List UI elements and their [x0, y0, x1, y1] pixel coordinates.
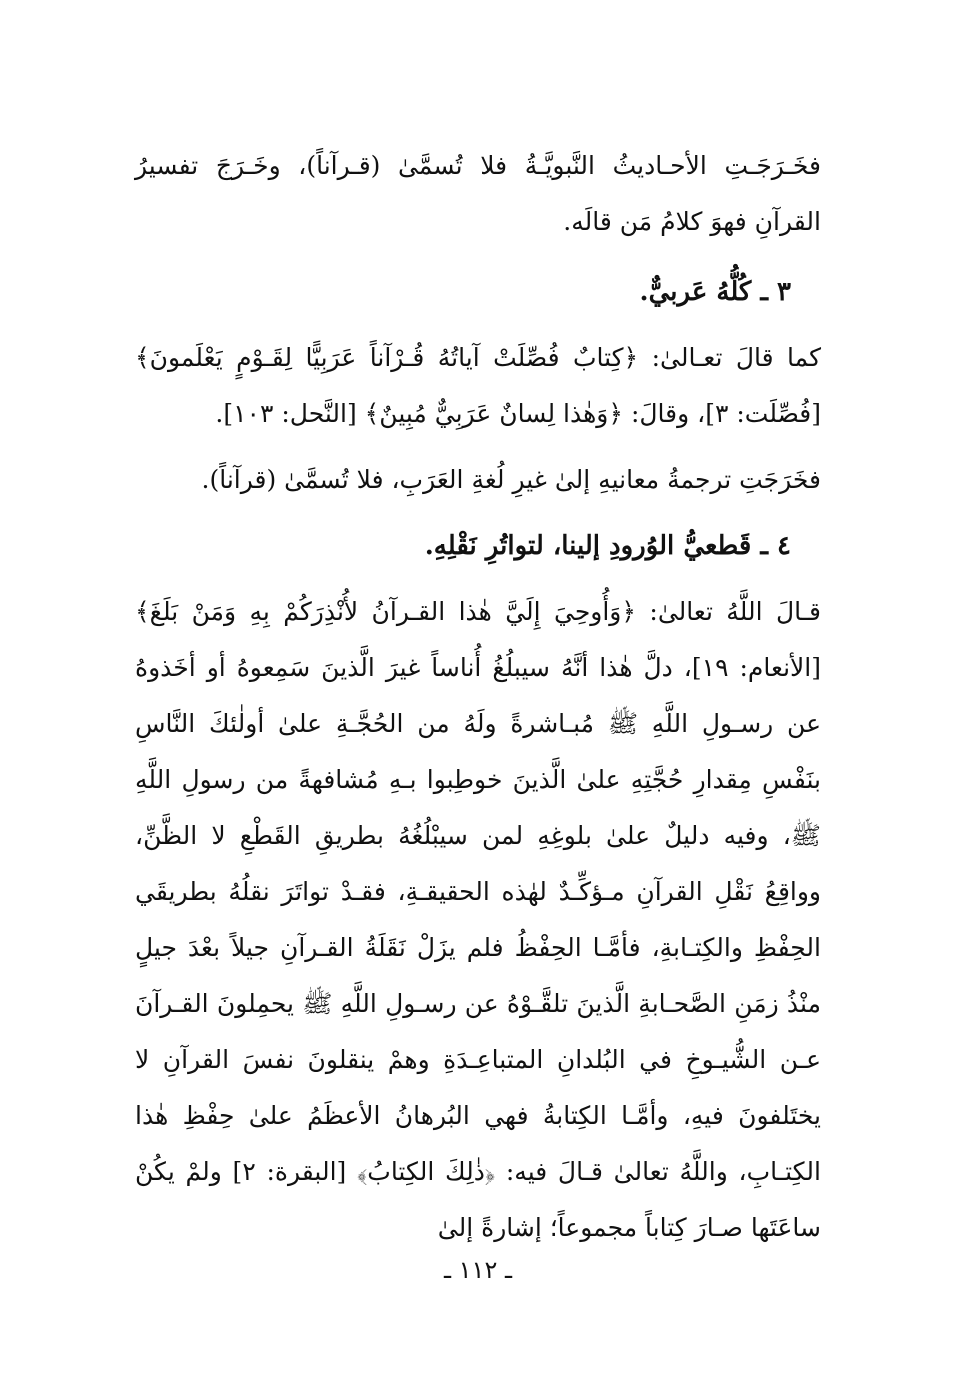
paragraph-excluded-hadith: فخَـرَجَـتِ الأحـاديثُ النَّبويَّـةُ فلا تُسمَّىٰ (قـرآناً)، وخَـرَجَ تفسيرُ القرآنِ فهوَ كلامُ مَن قالَه.: [135, 151, 821, 236]
paragraph-tawatur: قـالَ اللَّهُ تعالىٰ: ﴿وَأُوحِيَ إِلَيَّ هٰذا القـرآنُ لأُنْذِرَكُمْ بِهِ وَمَنْ بَلَغَ﴾ [الأنعام: ١٩]، دلَّ هٰذا أنَّهُ سيبلُغُ أُناساً غيرَ الَّذينَ سَمِعوهُ أو أخَذوهُ عن رسـولِ اللَّهِ ﷺ مُبـاشرةً ولَهُ من الحُجَّـةِ علىٰ أولٰئكَ النَّاسِ بنَفْسِ مِقدارِ حُجَّتِهِ علىٰ الَّذينَ خوطِبوا بـهِ مُشافهةً من رسولِ اللَّهِ ﷺ، وفيه دليلٌ علىٰ بلوغِهِ لمن سيبْلُغُهُ بطريقِ القَطْعِ لا الظَّنِّ، وواقِعُ نَقْلِ القرآنِ مـؤكِّـدٌ لهٰذه الحقيقـةِ، فقـدْ تواتَرَ نقلُهُ بطريقَي الحِفْظِ والكِتـابةِ، فأمَّـا الحِفْظُ فلم يزَلْ نَقَلَةُ القـرآنِ جيلاً بعْدَ جيلٍ منْذُ زمَنِ الصَّحـابةِ الَّذينَ تلقَّـوْهُ عن رسـولِ اللَّهِ ﷺ يحمِلونَ القـرآنَ عـن الشُّيـوخِ في البُلدانِ المتباعِـدَةِ وهمْ ينقلونَ نفسَ القرآنِ لا يختَلفونَ فيهِ، وأمَّـا الكِتابةُ فهي البُرهانُ الأعظَمُ علىٰ حِفْظِ هٰذا الكِتـابِ، واللَّهُ تعالىٰ قـالَ فيه: ﴿ذٰلِكَ الكِتابُ﴾ [البقرة: ٢] ولمْ يكُنْ ساعَتَها صـارَ كِتاباً مجموعاً؛ إشارةً إلىٰ: [135, 597, 821, 1242]
paragraph-arabic-quran: كما قالَ تعـالىٰ: ﴿كِتابٌ فُصِّلَتْ آياتُهُ قُـرْآناً عَرَبِيًّا لِقَـوْمٍ يَعْلَمونَ﴾ [فُصِّلَت: ٣]، وقالَ: ﴿وَهٰذا لِسانٌ عَرَبِيٌّ مُبِينٌ﴾ [النَّحل: ١٠٣].: [135, 343, 822, 428]
page-number: ـ ١١٢ ـ: [443, 1256, 512, 1284]
page-body: [135, 138, 821, 1256]
section-heading-4: ٤ ـ قَطعيُّ الوُرودِ إلينا، لتواتُرِ نَقْلِهِ.: [424, 531, 791, 561]
paragraph-excluded-translation: فخَرَجَتِ ترجمةُ معانيهِ إلىٰ غيرِ لُغةِ العَرَبِ، فلا تُسمَّىٰ (قرآناً).: [201, 465, 821, 494]
section-heading-3: ٣ ـ كُلُّهُ عَربيٌّ.: [639, 277, 791, 307]
